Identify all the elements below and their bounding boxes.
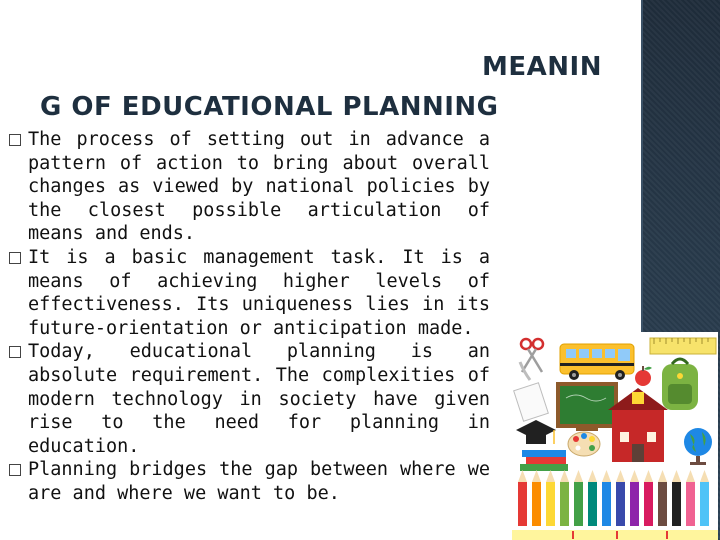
paint-palette-icon xyxy=(568,432,600,456)
bullet-text: Planning bridges the gap between where we are and where we want to be. xyxy=(28,459,490,504)
books-icon xyxy=(520,450,568,471)
slide-title-line-1: MEANIN xyxy=(482,52,602,82)
square-bullet-icon xyxy=(9,252,21,264)
school-clipart-collage xyxy=(512,332,718,540)
square-bullet-icon xyxy=(9,464,21,476)
bullet-text: It is a basic management task. It is a means of achieving higher levels of effectiveness. Its uniqueness lies in its future-orientation or anticipation made. xyxy=(28,246,490,339)
ruler-icon xyxy=(650,338,716,354)
square-bullet-icon xyxy=(9,346,21,358)
bullet-item xyxy=(6,128,490,246)
bullet-text: The process of setting out in advance a pattern of action to bring about overall changes as viewed by national policies by the closest possible articulation of means and ends. xyxy=(28,129,490,245)
backpack-icon xyxy=(662,359,698,410)
bullet-list xyxy=(6,128,490,506)
bullet-item xyxy=(6,246,490,340)
square-bullet-icon xyxy=(9,134,21,146)
bullet-item xyxy=(6,458,490,505)
chalkboard-icon xyxy=(556,382,618,431)
bullet-text: Today, educational planning is an absolute requirement. The complexities of modern technology in society have given rise to the need for planning in education. xyxy=(28,341,490,457)
bullet-item xyxy=(6,340,490,458)
slide-title-line-2: G OF EDUCATIONAL PLANNING xyxy=(40,92,499,122)
clipart-footer-band xyxy=(512,530,718,540)
